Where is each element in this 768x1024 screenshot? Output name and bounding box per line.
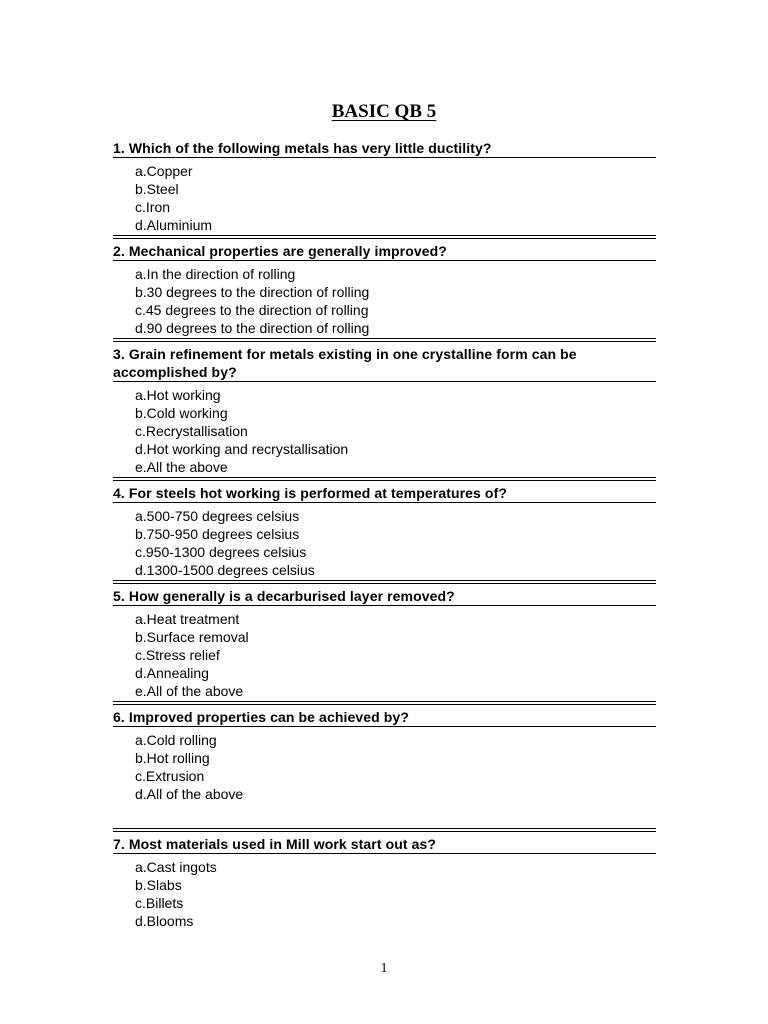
question-text: 3. Grain refinement for metals existing in one crystalline form can be accomplished by? [113,344,656,382]
question-2 [113,241,656,342]
option-e: e.All the above [135,459,228,475]
option-list [113,854,656,930]
question-text: 6. Improved properties can be achieved by? [113,707,656,727]
option-d: d.All of the above [135,786,244,802]
option-list [113,727,656,803]
page-number: 1 [380,961,388,976]
option-b: b.Slabs [135,877,182,893]
option-list [113,503,656,579]
question-divider [113,477,656,481]
question-text: 2. Mechanical properties are generally improved? [113,241,656,261]
question-divider [113,580,656,584]
question-text: 4. For steels hot working is performed at temperatures of? [113,483,656,503]
question-1 [113,138,656,239]
blank-space [113,803,656,827]
question-text: 5. How generally is a decarburised layer removed? [113,586,656,606]
option-c: c.Extrusion [135,768,205,784]
option-d: d.Blooms [135,913,194,929]
option-b: b.Hot rolling [135,750,210,766]
question-divider [113,828,656,832]
option-a: a.In the direction of rolling [135,266,296,282]
option-c: c.Billets [135,895,184,911]
option-a: a.Hot working [135,387,221,403]
question-divider [113,338,656,342]
question-5 [113,586,656,705]
option-b: b.Steel [135,181,179,197]
option-d: d.1300-1500 degrees celsius [135,562,315,578]
option-c: c.Iron [135,199,171,215]
question-text: 7. Most materials used in Mill work start out as? [113,834,656,854]
option-d: d.90 degrees to the direction of rolling [135,320,370,336]
question-divider [113,701,656,705]
page-title-text: BASIC QB 5 [331,101,437,122]
option-a: a.Cast ingots [135,859,217,875]
question-3 [113,344,656,481]
option-list [113,606,656,700]
option-c: c.950-1300 degrees celsius [135,544,307,560]
option-c: c.Recrystallisation [135,423,248,439]
option-b: b.30 degrees to the direction of rolling [135,284,370,300]
option-list [113,382,656,476]
option-list [113,158,656,234]
option-b: b.Cold working [135,405,228,421]
option-list [113,261,656,337]
option-a: a.Copper [135,163,193,179]
question-text: 1. Which of the following metals has very little ductility? [113,138,656,158]
option-a: a.Cold rolling [135,732,217,748]
question-7 [113,834,656,930]
question-list [113,138,656,930]
page-title [0,100,768,124]
question-4 [113,483,656,584]
option-a: a.500-750 degrees celsius [135,508,300,524]
option-a: a.Heat treatment [135,611,240,627]
question-6 [113,707,656,832]
option-d: d.Annealing [135,665,209,681]
option-b: b.750-950 degrees celsius [135,526,300,542]
option-e: e.All of the above [135,683,244,699]
option-d: d.Aluminium [135,217,213,233]
question-divider [113,235,656,239]
option-c: c.45 degrees to the direction of rolling [135,302,369,318]
option-d: d.Hot working and recrystallisation [135,441,349,457]
option-b: b.Surface removal [135,629,249,645]
option-c: c.Stress relief [135,647,220,663]
